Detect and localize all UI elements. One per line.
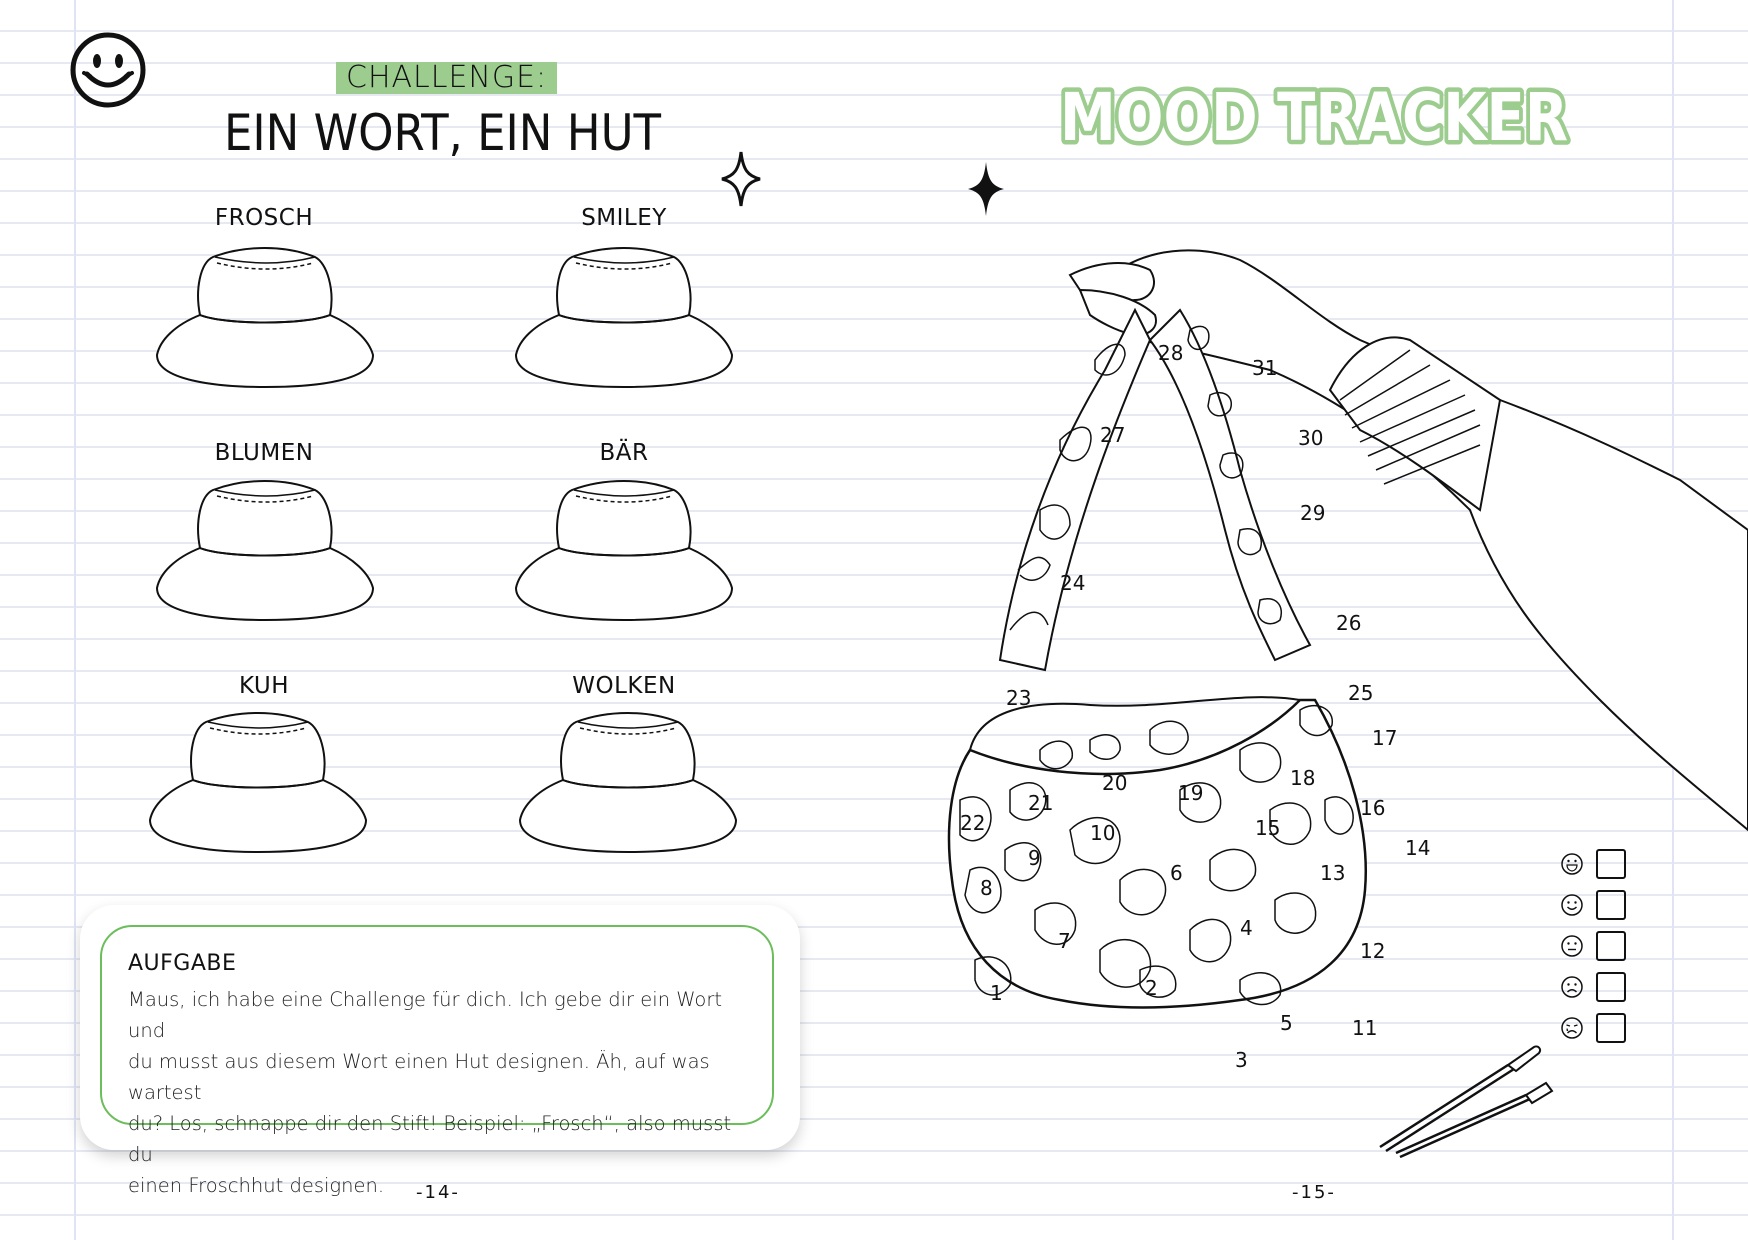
spot-number-24: 24 (1060, 571, 1086, 595)
spot-number-19: 19 (1178, 781, 1204, 805)
mood-legend (1560, 843, 1626, 1048)
hat-label-frosch: FROSCH (214, 205, 314, 231)
hat-outline-frosch[interactable] (155, 245, 375, 395)
challenge-title: EIN WORT, EIN HUT (224, 104, 661, 162)
mood-checkbox[interactable] (1596, 1013, 1626, 1043)
spot-number-31: 31 (1252, 356, 1278, 380)
hat-label-blumen: BLUMEN (214, 440, 314, 466)
spot-number-18: 18 (1290, 766, 1316, 790)
spot-number-4: 4 (1240, 916, 1253, 940)
spot-number-7: 7 (1058, 929, 1071, 953)
smiley-icon (68, 30, 148, 110)
mood-row-smiling (1560, 884, 1626, 925)
task-text-line: du musst aus diesem Wort einen Hut designen. Äh, auf was wartest (128, 1050, 710, 1104)
neutral-face-icon (1560, 934, 1584, 958)
grinning-face-icon (1560, 852, 1584, 876)
mood-tracker-title-text: MOOD TRACKER (1060, 79, 1568, 156)
spot-number-9: 9 (1028, 846, 1041, 870)
margin-line-left (74, 0, 76, 1240)
spot-number-10: 10 (1090, 821, 1116, 845)
spot-number-16: 16 (1360, 796, 1386, 820)
mood-row-frowning (1560, 966, 1626, 1007)
page-number-left: -14- (416, 1182, 460, 1203)
spot-number-30: 30 (1298, 426, 1324, 450)
mood-checkbox[interactable] (1596, 890, 1626, 920)
hat-outline-baer[interactable] (514, 478, 734, 628)
crying-face-icon (1560, 1016, 1584, 1040)
frowning-face-icon (1560, 975, 1584, 999)
task-heading: AUFGABE (128, 951, 237, 976)
spot-number-2: 2 (1145, 976, 1158, 1000)
spot-number-12: 12 (1360, 939, 1386, 963)
spot-number-13: 13 (1320, 861, 1346, 885)
hat-label-kuh: KUH (238, 673, 290, 699)
hat-label-baer: BÄR (599, 440, 649, 466)
paintbrush-icon (1376, 1035, 1556, 1155)
spot-number-6: 6 (1170, 861, 1183, 885)
hat-outline-wolken[interactable] (518, 710, 738, 860)
mood-checkbox[interactable] (1596, 972, 1626, 1002)
mood-row-neutral (1560, 925, 1626, 966)
mood-row-grinning (1560, 843, 1626, 884)
spot-number-23: 23 (1006, 686, 1032, 710)
spot-number-1: 1 (990, 981, 1003, 1005)
hat-label-wolken: WOLKEN (572, 673, 676, 699)
task-text-line: Maus, ich habe eine Challenge für dich. Ich gebe dir ein Wort und (128, 988, 722, 1042)
mood-tracker-title (1060, 70, 1580, 160)
hat-outline-blumen[interactable] (155, 478, 375, 628)
mood-checkbox[interactable] (1596, 931, 1626, 961)
bag-illustration (940, 230, 1748, 1160)
spot-number-27: 27 (1100, 423, 1126, 447)
mood-checkbox[interactable] (1596, 849, 1626, 879)
task-text-line: du? Los, schnappe dir den Stift! Beispiel: „Frosch“, also musst du (128, 1112, 732, 1166)
task-text (128, 984, 746, 1201)
mood-row-crying (1560, 1007, 1626, 1048)
challenge-tag: CHALLENGE: (336, 62, 557, 94)
spot-number-20: 20 (1102, 771, 1128, 795)
hat-outline-smiley[interactable] (514, 245, 734, 395)
spot-number-25: 25 (1348, 681, 1374, 705)
spot-number-21: 21 (1028, 791, 1054, 815)
hat-label-smiley: SMILEY (581, 205, 667, 231)
spot-number-11: 11 (1352, 1016, 1378, 1040)
spot-number-15: 15 (1255, 816, 1281, 840)
task-text-line: einen Froschhut designen. (128, 1174, 385, 1197)
spot-number-5: 5 (1280, 1011, 1293, 1035)
smiling-face-icon (1560, 893, 1584, 917)
spot-number-29: 29 (1300, 501, 1326, 525)
spot-number-28: 28 (1158, 341, 1184, 365)
spot-number-22: 22 (960, 811, 986, 835)
spot-number-26: 26 (1336, 611, 1362, 635)
sparkle-filled-icon (966, 160, 1006, 218)
sparkle-outline-icon (720, 150, 762, 208)
page-number-right: -15- (1292, 1182, 1336, 1203)
spot-number-14: 14 (1405, 836, 1431, 860)
hat-outline-kuh[interactable] (148, 710, 368, 860)
spot-number-8: 8 (980, 876, 993, 900)
spot-number-3: 3 (1235, 1048, 1248, 1072)
spot-number-17: 17 (1372, 726, 1398, 750)
